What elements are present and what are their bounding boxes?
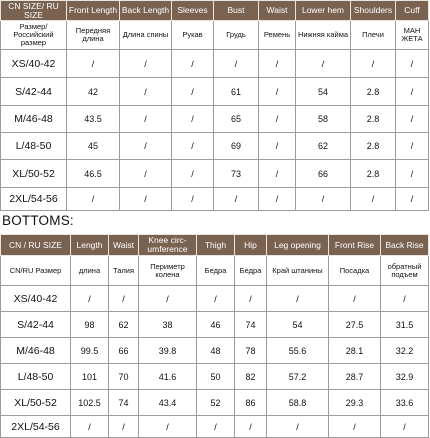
value-cell: / — [259, 188, 296, 211]
value-cell: 42 — [67, 78, 120, 106]
value-cell: 54 — [296, 78, 351, 106]
value-cell: 65 — [214, 106, 259, 133]
value-cell: / — [172, 160, 214, 188]
value-cell: / — [172, 106, 214, 133]
value-cell: / — [259, 78, 296, 106]
value-cell: 29.3 — [329, 390, 381, 416]
value-cell: 31.5 — [381, 312, 429, 338]
value-cell: / — [351, 50, 396, 78]
value-cell: / — [139, 416, 197, 438]
value-cell: / — [109, 416, 139, 438]
bottoms-section-title: BOTTOMS: — [2, 213, 74, 228]
subheader-cell: Край штанины — [267, 256, 329, 286]
table-row — [1, 364, 429, 390]
value-cell: 74 — [235, 312, 267, 338]
header-cell: Bust — [214, 1, 259, 21]
value-cell: 54 — [267, 312, 329, 338]
subheader-cell: Посадка — [329, 256, 381, 286]
value-cell: 43.4 — [139, 390, 197, 416]
size-cell: S/42-44 — [1, 312, 71, 338]
table-row — [1, 312, 429, 338]
header-cell: Waist — [259, 1, 296, 21]
table-row — [1, 133, 429, 160]
header-cell: Lower hem — [296, 1, 351, 21]
table-row — [1, 106, 429, 133]
value-cell: 78 — [235, 338, 267, 364]
value-cell: 86 — [235, 390, 267, 416]
value-cell: 46 — [197, 312, 235, 338]
bottoms-size-table — [0, 234, 429, 438]
value-cell: / — [235, 286, 267, 312]
subheader-cell: Плечи — [351, 21, 396, 50]
value-cell: / — [396, 133, 429, 160]
value-cell: 62 — [296, 133, 351, 160]
value-cell: 69 — [214, 133, 259, 160]
value-cell: 73 — [214, 160, 259, 188]
subheader-cell: Талия — [109, 256, 139, 286]
size-cell: 2XL/54-56 — [1, 188, 67, 211]
subheader-cell: Передняя длина — [67, 21, 120, 50]
value-cell: 2.8 — [351, 133, 396, 160]
value-cell: 66 — [296, 160, 351, 188]
subheader-cell: Бедра — [197, 256, 235, 286]
size-cell: XS/40-42 — [1, 50, 67, 78]
size-cell: XS/40-42 — [1, 286, 71, 312]
header-cell: Cuff — [396, 1, 429, 21]
bottoms-subheader-row — [1, 256, 429, 286]
value-cell: / — [172, 133, 214, 160]
header-cell: CN SIZE/ RU SIZE — [1, 1, 67, 21]
table-row — [1, 416, 429, 438]
value-cell: / — [67, 50, 120, 78]
header-cell: CN / RU SIZE — [1, 235, 71, 256]
header-cell: Shoulders — [351, 1, 396, 21]
value-cell: / — [396, 106, 429, 133]
value-cell: 98 — [71, 312, 109, 338]
value-cell: / — [267, 416, 329, 438]
value-cell: 43.5 — [67, 106, 120, 133]
value-cell: 39.8 — [139, 338, 197, 364]
value-cell: 46.5 — [67, 160, 120, 188]
value-cell: / — [259, 106, 296, 133]
header-cell: Front Rise — [329, 235, 381, 256]
value-cell: / — [214, 188, 259, 211]
value-cell: 58 — [296, 106, 351, 133]
value-cell: 102.5 — [71, 390, 109, 416]
subheader-cell: Периметр колена — [139, 256, 197, 286]
header-cell: Hip — [235, 235, 267, 256]
value-cell: 33.6 — [381, 390, 429, 416]
header-cell: Thigh — [197, 235, 235, 256]
value-cell: / — [296, 188, 351, 211]
value-cell: 27.5 — [329, 312, 381, 338]
value-cell: / — [396, 160, 429, 188]
value-cell: / — [71, 286, 109, 312]
value-cell: / — [259, 133, 296, 160]
table-row — [1, 50, 429, 78]
value-cell: 2.8 — [351, 106, 396, 133]
size-cell: S/42-44 — [1, 78, 67, 106]
subheader-cell: Рукав — [172, 21, 214, 50]
value-cell: / — [396, 78, 429, 106]
value-cell: / — [351, 188, 396, 211]
value-cell: 70 — [109, 364, 139, 390]
value-cell: 61 — [214, 78, 259, 106]
header-cell: Leg opening — [267, 235, 329, 256]
value-cell: / — [120, 78, 172, 106]
value-cell: 62 — [109, 312, 139, 338]
value-cell: 101 — [71, 364, 109, 390]
value-cell: 48 — [197, 338, 235, 364]
subheader-cell: Грудь — [214, 21, 259, 50]
value-cell: / — [109, 286, 139, 312]
value-cell: / — [67, 188, 120, 211]
header-cell: Waist — [109, 235, 139, 256]
size-cell: M/46-48 — [1, 106, 67, 133]
size-cell: M/46-48 — [1, 338, 71, 364]
table-row — [1, 338, 429, 364]
value-cell: 66 — [109, 338, 139, 364]
subheader-cell: Ремень — [259, 21, 296, 50]
subheader-cell: обратный подъем — [381, 256, 429, 286]
table-row — [1, 78, 429, 106]
value-cell: / — [259, 50, 296, 78]
size-cell: L/48-50 — [1, 133, 67, 160]
header-cell: Back Length — [120, 1, 172, 21]
value-cell: / — [172, 50, 214, 78]
value-cell: 58.8 — [267, 390, 329, 416]
value-cell: 82 — [235, 364, 267, 390]
header-cell: Sleeves — [172, 1, 214, 21]
value-cell: 32.9 — [381, 364, 429, 390]
value-cell: / — [214, 50, 259, 78]
value-cell: / — [329, 416, 381, 438]
tops-subheader-row — [1, 21, 429, 50]
tops-size-table — [0, 0, 429, 211]
value-cell: / — [296, 50, 351, 78]
value-cell: 45 — [67, 133, 120, 160]
value-cell: / — [197, 286, 235, 312]
value-cell: 28.1 — [329, 338, 381, 364]
value-cell: 52 — [197, 390, 235, 416]
value-cell: 57.2 — [267, 364, 329, 390]
subheader-cell: длина — [71, 256, 109, 286]
size-cell: L/48-50 — [1, 364, 71, 390]
value-cell: 55.6 — [267, 338, 329, 364]
value-cell: / — [120, 133, 172, 160]
subheader-cell: МАН ЖЕТА — [396, 21, 429, 50]
value-cell: / — [120, 188, 172, 211]
table-row — [1, 390, 429, 416]
bottoms-header-row — [1, 235, 429, 256]
value-cell: 2.8 — [351, 160, 396, 188]
value-cell: / — [267, 286, 329, 312]
value-cell: / — [120, 106, 172, 133]
value-cell: 38 — [139, 312, 197, 338]
value-cell: 28.7 — [329, 364, 381, 390]
subheader-cell: Размер/ Российский размер — [1, 21, 67, 50]
table-row — [1, 188, 429, 211]
subheader-cell: Длина спины — [120, 21, 172, 50]
subheader-cell: Бедра — [235, 256, 267, 286]
value-cell: 74 — [109, 390, 139, 416]
header-cell: Length — [71, 235, 109, 256]
value-cell: 50 — [197, 364, 235, 390]
size-cell: XL/50-52 — [1, 160, 67, 188]
tops-header-row — [1, 1, 429, 21]
size-cell: 2XL/54-56 — [1, 416, 71, 438]
value-cell: 2.8 — [351, 78, 396, 106]
value-cell: / — [197, 416, 235, 438]
subheader-cell: CN/RU Размер — [1, 256, 71, 286]
value-cell: / — [381, 416, 429, 438]
header-cell: Front Length — [67, 1, 120, 21]
value-cell: / — [172, 78, 214, 106]
table-row — [1, 160, 429, 188]
value-cell: / — [396, 188, 429, 211]
value-cell: / — [120, 50, 172, 78]
value-cell: / — [139, 286, 197, 312]
value-cell: / — [120, 160, 172, 188]
size-cell: XL/50-52 — [1, 390, 71, 416]
value-cell: / — [235, 416, 267, 438]
value-cell: 99.5 — [71, 338, 109, 364]
value-cell: 32.2 — [381, 338, 429, 364]
header-cell: Back Rise — [381, 235, 429, 256]
value-cell: / — [172, 188, 214, 211]
table-row — [1, 286, 429, 312]
subheader-cell: Нижняя кайма — [296, 21, 351, 50]
value-cell: / — [329, 286, 381, 312]
value-cell: / — [71, 416, 109, 438]
value-cell: / — [259, 160, 296, 188]
value-cell: / — [396, 50, 429, 78]
value-cell: 41.6 — [139, 364, 197, 390]
value-cell: / — [381, 286, 429, 312]
header-cell: Knee circ- umference — [139, 235, 197, 256]
